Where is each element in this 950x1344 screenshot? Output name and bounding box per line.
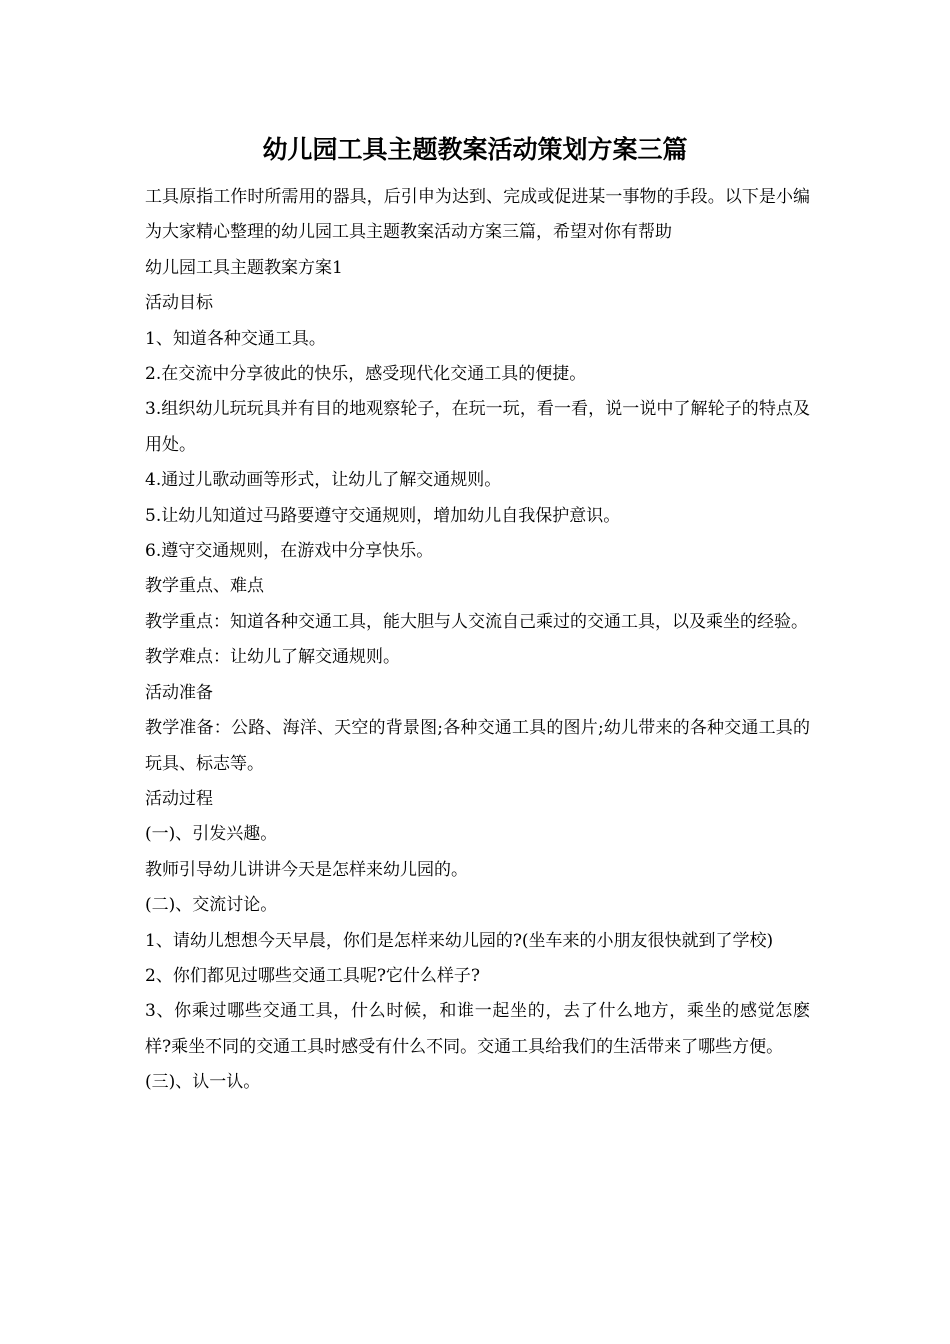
goal-item: 2.在交流中分享彼此的快乐，感受现代化交通工具的便捷。 bbox=[145, 364, 587, 385]
goal-item: 4.通过儿歌动画等形式，让幼儿了解交通规则。 bbox=[145, 470, 502, 491]
process-paragraph: 教师引导幼儿讲讲今天是怎样来幼儿园的。 bbox=[145, 859, 468, 880]
process-step-heading: (三)、认一认。 bbox=[145, 1072, 261, 1093]
document-title: 幼儿园工具主题教案活动策划方案三篇 bbox=[262, 135, 688, 164]
goal-item: 5.让幼儿知道过马路要遵守交通规则，增加幼儿自我保护意识。 bbox=[145, 505, 621, 526]
goal-item: 3.组织幼儿玩玩具并有目的地观察轮子，在玩一玩，看一看，说一说中了解轮子的特点及用处。 bbox=[145, 399, 810, 455]
difficulty-paragraph: 教学难点：让幼儿了解交通规则。 bbox=[145, 647, 400, 668]
section-heading-process: 活动过程 bbox=[145, 788, 213, 809]
goal-item: 1、知道各种交通工具。 bbox=[145, 328, 326, 349]
process-item: 1、请幼儿想想今天早晨，你们是怎样来幼儿园的?(坐车来的小朋友很快就到了学校) bbox=[145, 930, 774, 951]
process-step-heading: (一)、引发兴趣。 bbox=[145, 824, 278, 845]
section-heading-goals: 活动目标 bbox=[145, 293, 213, 314]
plan-heading: 幼儿园工具主题教案方案1 bbox=[145, 257, 343, 278]
process-step-heading: (二)、交流讨论。 bbox=[145, 895, 278, 916]
process-item: 3、你乘过哪些交通工具，什么时候，和谁一起坐的，去了什么地方，乘坐的感觉怎麽样?乘坐不同的交通工具时感受有什么不同。交通工具给我们的生活带来了哪些方便。 bbox=[145, 1001, 810, 1057]
focus-paragraph: 教学重点：知道各种交通工具，能大胆与人交流自己乘过的交通工具，以及乘坐的经验。 bbox=[145, 611, 808, 632]
section-heading-preparation: 活动准备 bbox=[145, 682, 213, 703]
document-body bbox=[145, 180, 810, 1101]
intro-paragraph: 工具原指工作时所需用的器具，后引申为达到、完成或促进某一事物的手段。以下是小编为大家精心整理的幼儿园工具主题教案活动方案三篇，希望对你有帮助 bbox=[145, 187, 810, 243]
preparation-paragraph: 教学准备：公路、海洋、天空的背景图;各种交通工具的图片;幼儿带来的各种交通工具的玩具、标志等。 bbox=[145, 718, 810, 774]
goal-item: 6.遵守交通规则，在游戏中分享快乐。 bbox=[145, 541, 434, 562]
process-item: 2、你们都见过哪些交通工具呢?它什么样子? bbox=[145, 965, 481, 986]
section-heading-focus: 教学重点、难点 bbox=[145, 576, 264, 597]
